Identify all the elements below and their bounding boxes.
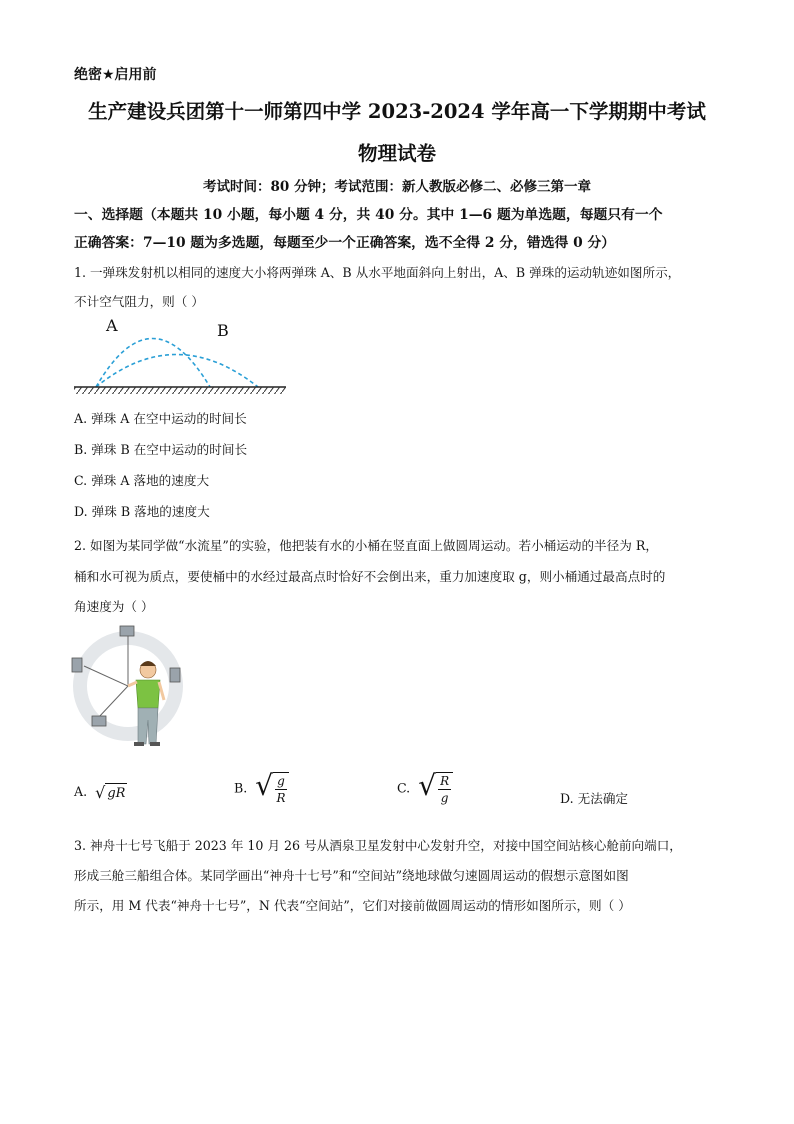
q2-option-a: A. √ gR: [74, 783, 126, 802]
section-heading-line1: 一、选择题（本题共 10 小题，每小题 4 分，共 40 分。其中 1—6 题为单选题，每题只有一个: [74, 207, 663, 223]
q1-trajectory-figure: [72, 312, 292, 402]
q2-option-b-numerator: g: [277, 774, 285, 788]
q1-option-b: B. 弹珠 B 在空中运动的时间长: [74, 442, 248, 457]
section-heading-line2: 正确答案：7—10 题为多选题，每题至少一个正确答案，选不全得 2 分，错选得 0 分）: [74, 235, 616, 251]
q2-stem-line2: 桶和水可视为质点，要使桶中的水经过最高点时恰好不会倒出来，重力加速度取 g，则小桶通过最高点时的: [74, 569, 666, 584]
rope-bottom-left: [98, 686, 128, 718]
water-meteor-illustration: [70, 624, 190, 754]
q2-option-c: C. √ $\frac{R}{g}$: [397, 772, 453, 804]
q2-stem-line1: 2. 如图为某同学做“水流星”的实验，他把装有水的小桶在竖直面上做圆周运动。若小桶运动的半径为 R，: [74, 538, 658, 553]
exam-title: 生产建设兵团第十一师第四中学 2023-2024 学年高一下学期期中考试: [88, 100, 706, 123]
trajectory-b: [96, 355, 258, 388]
q2-option-a-radicand: gR: [105, 783, 127, 802]
q2-option-b: B. √ $\frac{g}{R}$: [234, 772, 289, 804]
q1-option-d: D. 弹珠 B 落地的速度大: [74, 504, 210, 519]
q2-option-c-numerator: R: [440, 774, 450, 788]
confidential-label: 绝密★启用前: [74, 67, 157, 83]
q1-option-c: C. 弹珠 A 落地的速度大: [74, 473, 210, 488]
q2-option-b-label: B.: [234, 780, 248, 796]
q2-option-c-label: C.: [397, 780, 411, 796]
q1-stem-line2: 不计空气阻力，则（ ）: [74, 294, 204, 309]
q2-option-c-denominator: g: [440, 791, 449, 805]
ground-hatch: [74, 387, 286, 394]
exam-info: 考试时间：80 分钟；考试范围：新人教版必修二、必修三第一章: [203, 179, 591, 195]
trajectory-label-b: B: [217, 321, 229, 340]
q2-option-d: D. 无法确定: [560, 791, 629, 806]
exam-subject-title: 物理试卷: [357, 142, 436, 165]
q2-stem-line3: 角速度为（ ）: [74, 599, 154, 614]
q2-option-b-denominator: R: [276, 791, 286, 805]
q3-stem-line3: 所示，用 M 代表“神舟十七号”，N 代表“空间站”，它们对接前做圆周运动的情形如图所示，则（ ）: [74, 898, 631, 913]
q3-stem-line2: 形成三舱三船组合体。某同学画出“神舟十七号”和“空间站”绕地球做匀速圆周运动的假想示意图如图: [74, 868, 629, 883]
q2-option-a-label: A.: [74, 784, 88, 799]
q1-stem-line1: 1. 一弹珠发射机以相同的速度大小将两弹珠 A、B 从水平地面斜向上射出，A、B 弹珠的运动轨迹如图所示，: [74, 265, 681, 280]
q3-stem-line1: 3. 神舟十七号飞船于 2023 年 10 月 26 号从酒泉卫星发射中心发射升空，对接中国空间站核心舱前向端口，: [74, 838, 682, 853]
rope-left: [84, 666, 128, 686]
q1-option-a: A. 弹珠 A 在空中运动的时间长: [74, 411, 247, 426]
trajectory-a: [96, 339, 210, 388]
trajectory-label-a: A: [106, 316, 118, 335]
